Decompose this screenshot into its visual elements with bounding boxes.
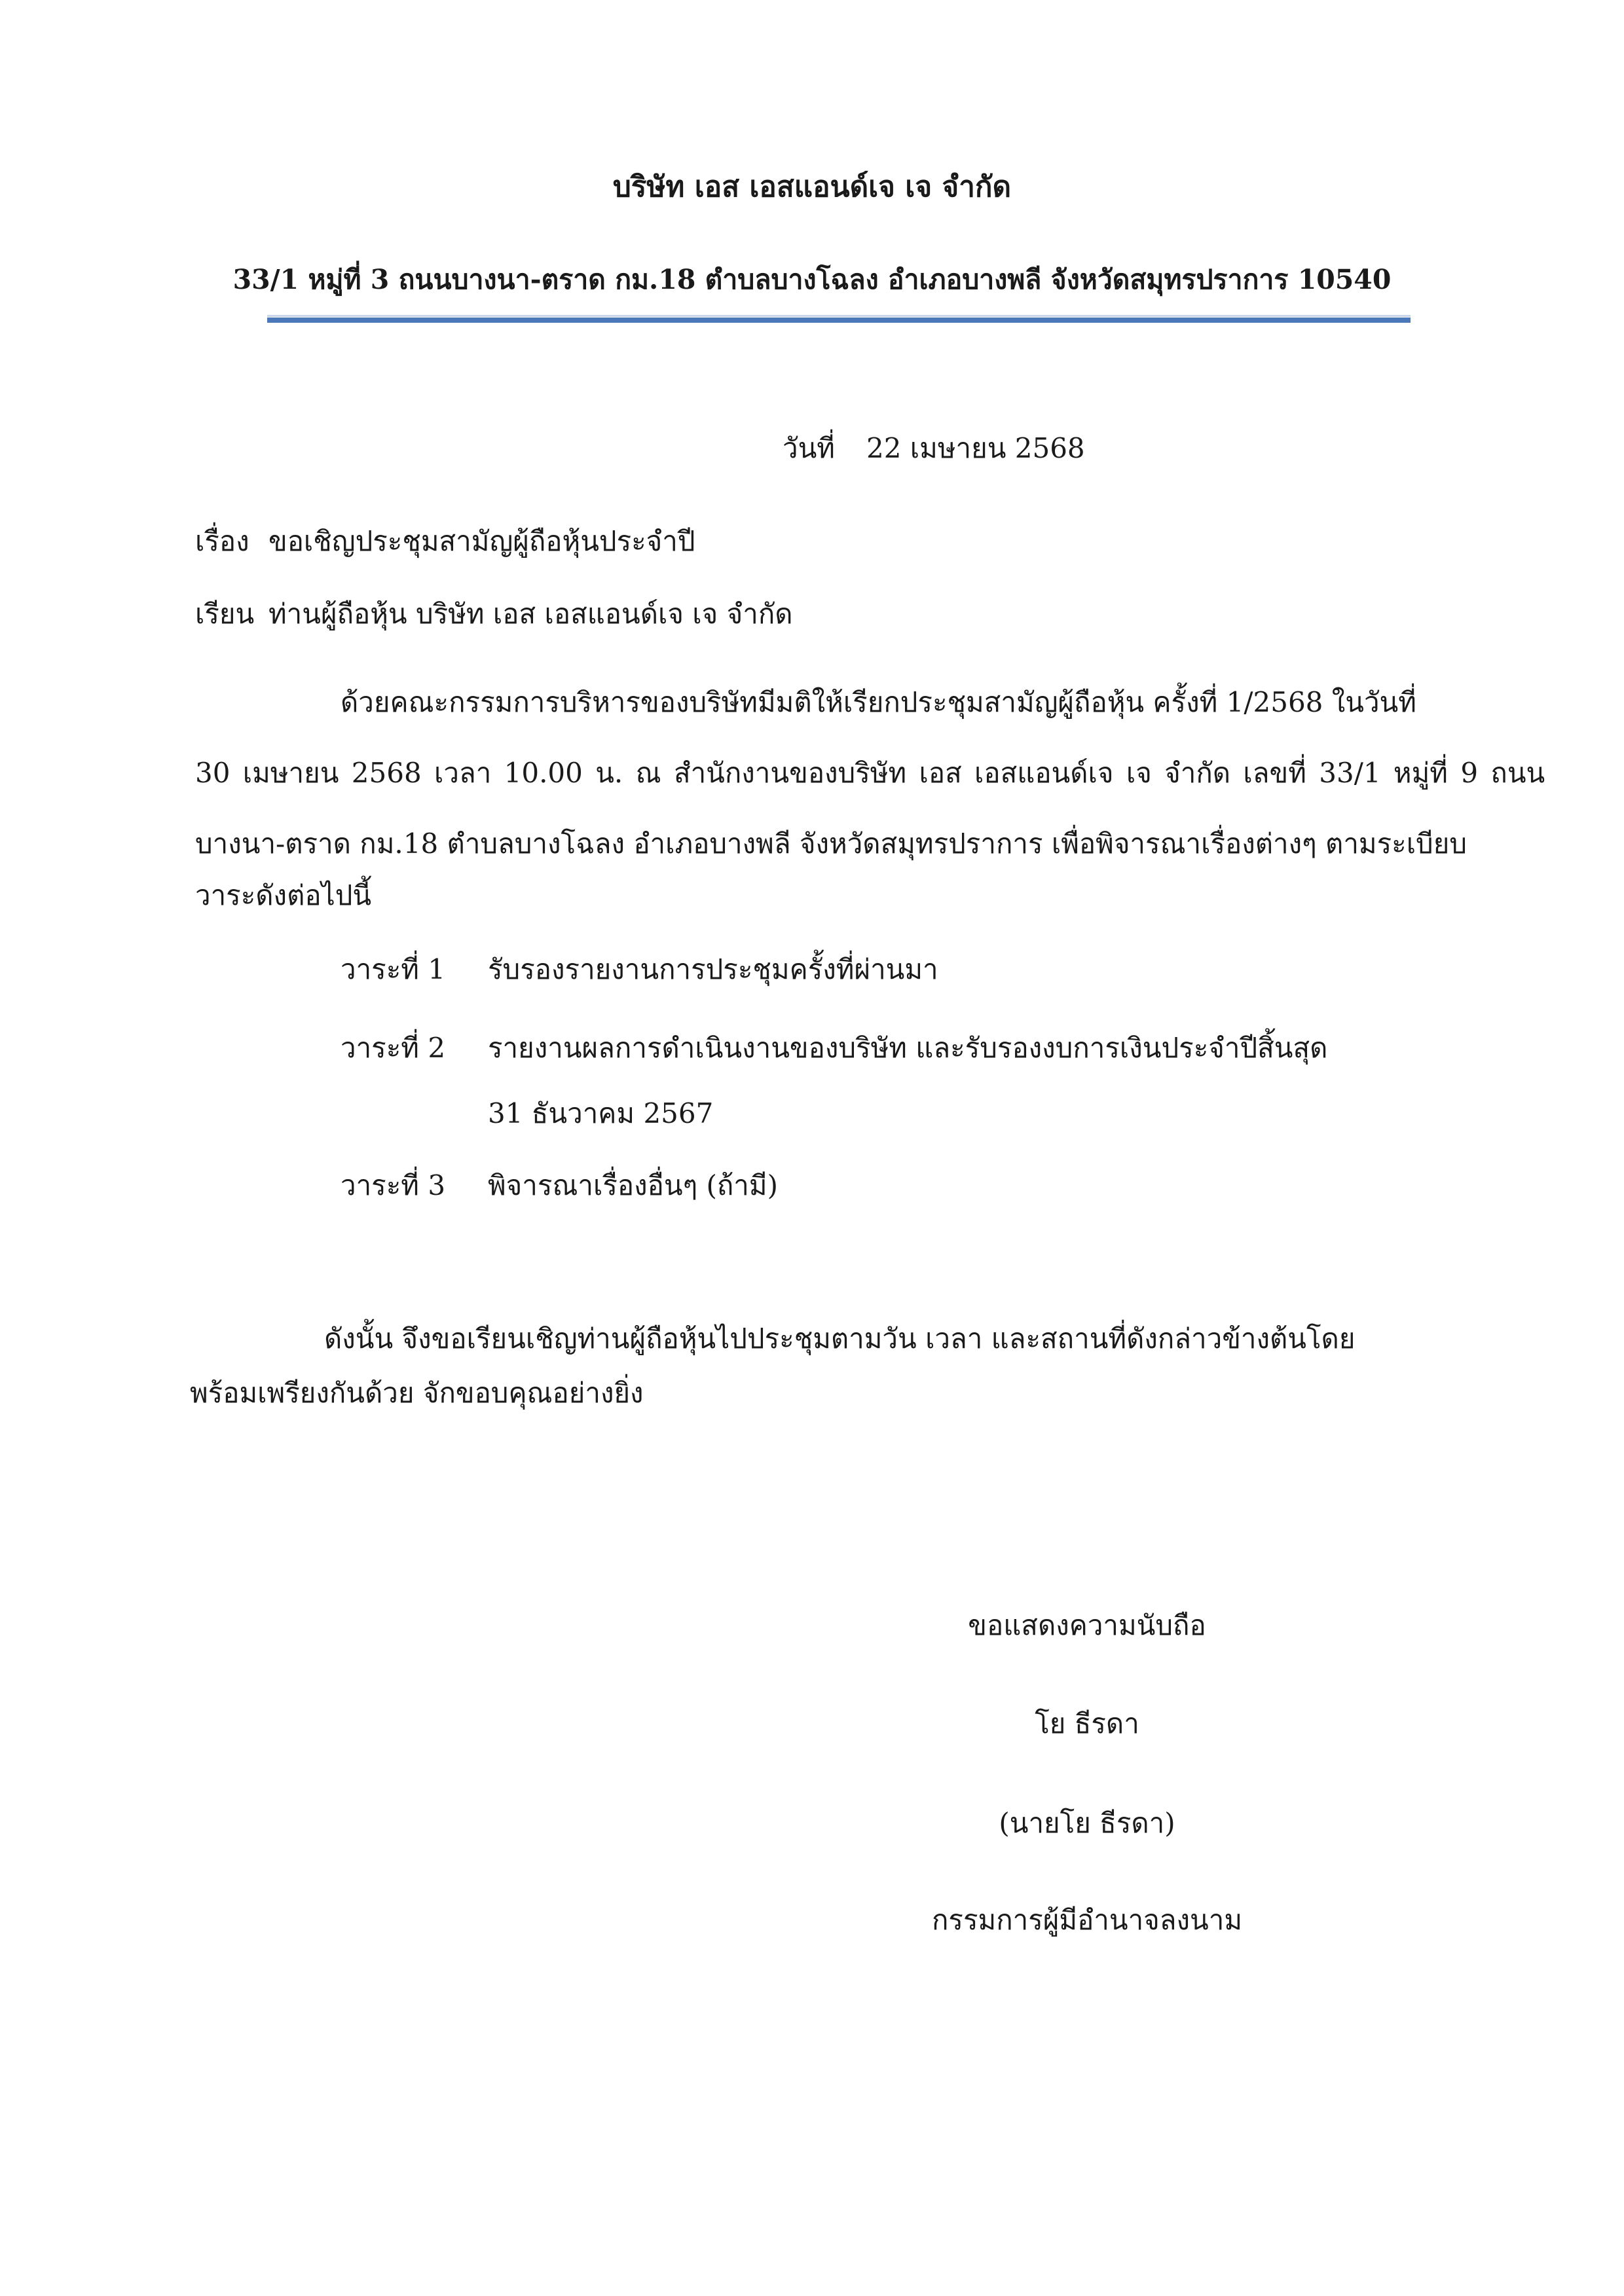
subject-label: เรื่อง (195, 525, 249, 557)
agenda-1-text: รับรองรายงานการประชุมครั้งที่ผ่านมา (488, 953, 938, 985)
date-line (783, 427, 1085, 470)
body-line-4: วาระดังต่อไปนี้ (195, 879, 372, 911)
subject-line (195, 520, 695, 563)
agenda-2-label: วาระที่ 2 (341, 1032, 446, 1064)
signature-title: กรรมการผู้มีอำนาจลงนาม (931, 1904, 1243, 1936)
body-line-3: บางนา-ตราด กม.18 ตำบลบางโฉลง อำเภอบางพลี จังหวัดสมุทรปราการ เพื่อพิจารณาเรื่องต่างๆ ตามระเบียบ (195, 828, 1467, 860)
company-name: บริษัท เอส เอสแอนด์เจ เจ จำกัด (612, 170, 1012, 204)
agenda-2-text: รายงานผลการดำเนินงานของบริษัท และรับรองงบการเงินประจำปีสิ้นสุด (488, 1032, 1328, 1064)
recipient-label: เรียน (195, 598, 255, 630)
signature-regards: ขอแสดงความนับถือ (968, 1609, 1206, 1641)
body-line-1: ด้วยคณะกรรมการบริหารของบริษัทมีมติให้เรียกประชุมสามัญผู้ถือหุ้น ครั้งที่ 1/2568 ในวันที่ (341, 686, 1416, 718)
agenda-3-label: วาระที่ 3 (341, 1169, 446, 1201)
date-value: 22 เมษายน 2568 (866, 432, 1085, 464)
closing-line-2: พร้อมเพรียงกันด้วย จักขอบคุณอย่างยิ่ง (190, 1377, 644, 1409)
agenda-3-text: พิจารณาเรื่องอื่นๆ (ถ้ามี) (488, 1169, 778, 1201)
recipient-line (195, 592, 793, 636)
signature-name: โย ธีรดา (1035, 1707, 1139, 1740)
agenda-2-text-cont: 31 ธันวาคม 2567 (488, 1097, 714, 1129)
agenda-1-label: วาระที่ 1 (341, 953, 446, 985)
header-rule-shadow (267, 315, 1411, 317)
recipient-text: ท่านผู้ถือหุ้น บริษัท เอส เอสแอนด์เจ เจ จำกัด (268, 598, 793, 630)
date-label: วันที่ (783, 432, 835, 464)
company-address: 33/1 หมู่ที่ 3 ถนนบางนา-ตราด กม.18 ตำบลบางโฉลง อำเภอบางพลี จังหวัดสมุทรปราการ 10540 (232, 264, 1392, 295)
subject-text: ขอเชิญประชุมสามัญผู้ถือหุ้นประจำปี (268, 525, 695, 557)
closing-line-1: ดังนั้น จึงขอเรียนเชิญท่านผู้ถือหุ้นไปประชุมตามวัน เวลา และสถานที่ดังกล่าวข้างต้นโดย (324, 1322, 1356, 1355)
signature-full-name: (นายโย ธีรดา) (999, 1807, 1175, 1839)
body-line-2: 30 เมษายน 2568 เวลา 10.00 น. ณ สำนักงานของบริษัท เอส เอสแอนด์เจ เจ จำกัด เลขที่ 33/1 หมู่ที่ 9 ถนน (195, 757, 1545, 789)
header-rule (267, 318, 1411, 323)
